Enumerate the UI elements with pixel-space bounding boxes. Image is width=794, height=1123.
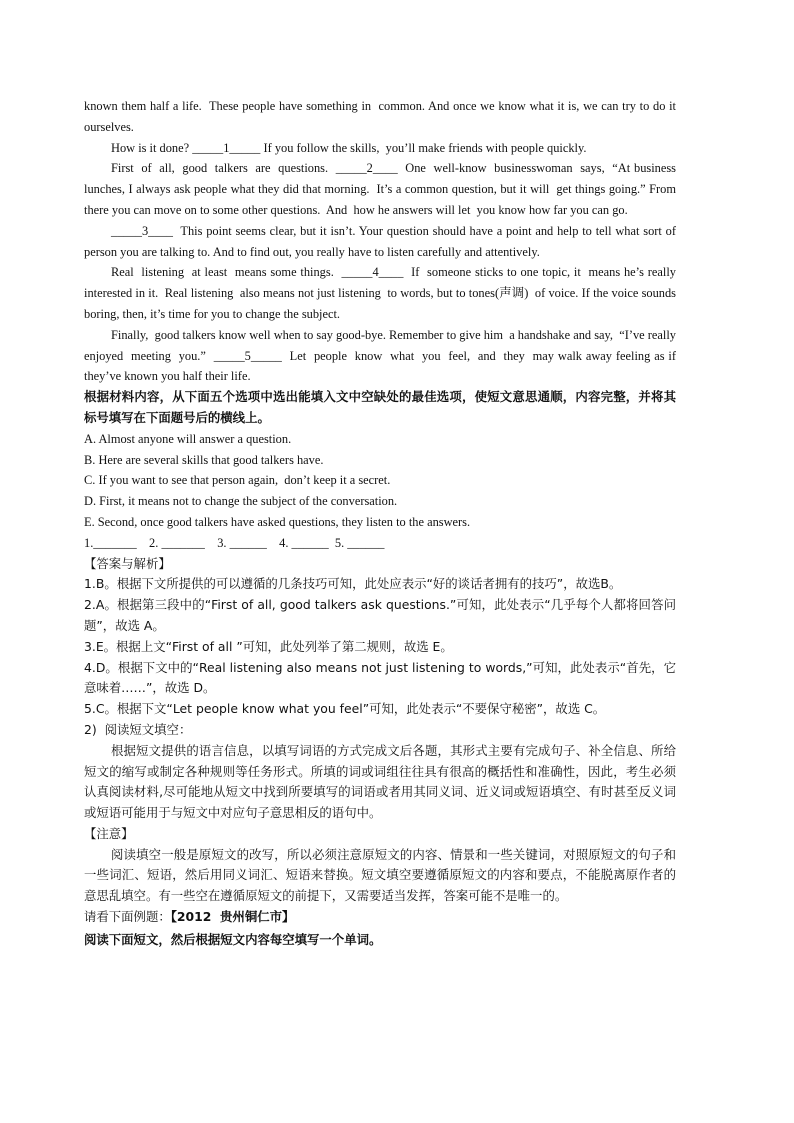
- option-e: E. Second, once good talkers have asked questions, they listen to the answers.: [84, 514, 471, 529]
- options-list: [84, 429, 676, 533]
- final-instruction: 阅读下面短文，然后根据短文内容每空填写一个单词。: [84, 931, 382, 947]
- answer-header: 【答案与解析】: [84, 555, 171, 571]
- answer-4: 4.D。根据下文中的“Real listening also means not just listening to words,”可知，此处表示“首先，它意味着……”，故选 D。: [84, 659, 676, 696]
- option-a: A. Almost anyone will answer a question.: [84, 431, 292, 446]
- answer-2: 2.A。根据第三段中的“First of all, good talkers ask questions.”可知，此处表示“几乎每个人都将回答问题”，故选 A。: [84, 597, 676, 633]
- task-instruction: 根据材料内容，从下面五个选项中选出能填入文中空缺处的最佳选项，使短文意思通顺，内容完整，并将其标号填写在下面题号后的横线上。: [84, 389, 676, 425]
- option-c: C. If you want to see that person again, don’t keep it a secret.: [84, 473, 391, 488]
- passage-paragraph-4: _____3____ This point seems clear, but it isn’t. Your question should have a point and help to tell what sort of person you are talking to. And to find out, you really have to listen carefully and attentively.: [84, 223, 680, 259]
- passage-paragraph-5: Real listening at least means some things. _____4____ If someone sticks to one topic, it means he’s really interested in it. Real listening also means not just listening to words, but to tones(声调) of voice. If the voice sounds boring, then, it’s time for you to change the subject.: [84, 265, 683, 321]
- option-b: B. Here are several skills that good talkers have.: [84, 452, 324, 467]
- note-header: 【注意】: [84, 825, 134, 841]
- passage-paragraph-3: First of all, good talkers are questions. _____2____ One well-know businesswoman says, “At business lunches, I always ask people what they did that morning. It’s a common question, but it will get things going.” From there you can move on to some other questions. And how he answers will let you know how far you can go.: [84, 161, 680, 217]
- example-line: [84, 907, 676, 928]
- answer-1: 1.B。根据下文所提供的可以遵循的几条技巧可知，此处应表示“好的谈话者拥有的技巧”，故选B。: [84, 576, 622, 592]
- answer-explanations: [84, 574, 676, 720]
- note-body: 阅读填空一般是原短文的改写，所以必须注意原短文的内容、情景和一些关键词，对照原短文的句子和一些词汇、短语，然后用同义词汇、短语来替换。短文填空要遵循原短文的内容和要点，不能脱离原作者的意思乱填空。有一些空在遵循原短文的前提下，又需要适当发挥，答案可能不是唯一的。: [84, 846, 676, 904]
- section-2-title: 2) 阅读短文填空：: [84, 721, 192, 737]
- option-d: D. First, it means not to change the subject of the conversation.: [84, 494, 398, 509]
- example-label: 请看下面例题：: [84, 909, 171, 925]
- answer-blanks: 1._______ 2. _______ 3. ______ 4. ______ 5. ______: [84, 535, 385, 550]
- passage-paragraph-2: How is it done? _____1_____ If you follow the skills, you’ll make friends with people quickly.: [111, 140, 587, 155]
- example-source: 【2012 贵州铜仁市】: [170, 909, 295, 925]
- passage-paragraph-6: Finally, good talkers know well when to say good-bye. Remember to give him a handshake and say, “I’ve really enjoyed meeting you.” _____5_____ Let people know what you feel, and they may walk away feeling as if they’ve known you half their life.: [84, 327, 683, 384]
- reading-passage: [84, 96, 683, 387]
- answer-3: 3.E。根据上文“First of all ”可知，此处列举了第二规则，故选 E。: [84, 638, 453, 654]
- section-2-body: 根据短文提供的语言信息，以填写词语的方式完成文后各题，其形式主要有完成句子、补全信息、所给短文的缩写或制定各种规则等任务形式。所填的词或词组往往具有很高的概括性和准确性，因此，考生必须认真阅读材料,尽可能地从短文中找到所要填写的词语或者用其同义词、近义词或短语填空、有时甚至反义词或短语可能用于与短文中对应句子意思相反的语句中。: [84, 742, 676, 821]
- document-page: [84, 96, 683, 951]
- passage-paragraph-1: known them half a life. These people have something in common. And once we know what it is, we can try to do it ourselves.: [84, 99, 680, 134]
- answer-5: 5.C。根据下文“Let people know what you feel”可知，此处表示“不要保守秘密”，故选 C。: [84, 701, 606, 717]
